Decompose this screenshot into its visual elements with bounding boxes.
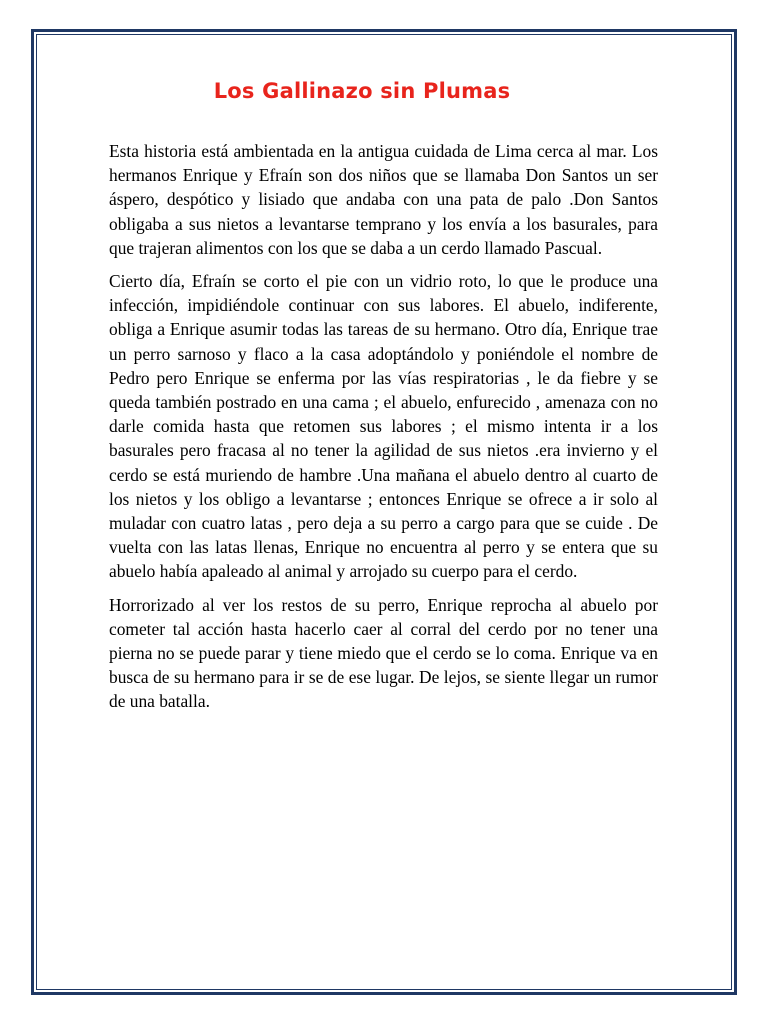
document-title: Los Gallinazo sin Plumas	[213, 79, 511, 103]
paragraph: Esta historia está ambientada en la antigua cuidada de Lima cerca al mar. Los hermanos Enrique y Efraín son dos niños que se llamaba Don Santos un ser áspero, despótico y lisiado que andaba con una pata de palo .Don Santos obligaba a sus nietos a levantarse temprano y los envía a los basurales, para que trajeran alimentos con los que se daba a un cerdo llamado Pascual.	[109, 141, 658, 258]
paragraph: Horrorizado al ver los restos de su perro, Enrique reprocha al abuelo por cometer tal acción hasta hacerlo caer al corral del cerdo por no tener una pierna no se puede parar y tiene miedo que el cerdo se lo coma. Enrique va en busca de su hermano para ir se de ese lugar. De lejos, se siente llegar un rumor de una batalla.	[109, 594, 658, 712]
paragraph: Cierto día, Efraín se corto el pie con un vidrio roto, lo que le produce una infección, impidiéndole continuar con sus labores. El abuelo, indiferente, obliga a Enrique asumir todas las tareas de su hermano. Otro día, Enrique trae un perro sarnoso y flaco a la casa adoptándolo y poniéndole el nombre de Pedro pero Enrique se enferma por las vías respiratorias , le da fiebre y se queda también postrado en una cama ; el abuelo, enfurecido , amenaza con no darle comida hasta que retomen sus labores ; el mismo intenta ir a los basurales pero fracasa al no tener la agilidad de sus nietos .era invierno y el cerdo se está muriendo de hambre .Una mañana el abuelo dentro al cuarto de los nietos y los obligo a levantarse ; entonces Enrique se ofrece a ir solo al muladar con cuatro latas , pero deja a su perro a cargo para que se cuide . De vuelta con las latas llenas, Enrique no encuentra al perro y se entera que su abuelo había apaleado al animal y arrojado su cuerpo para el cerdo.	[109, 271, 658, 582]
document-body	[109, 139, 658, 723]
